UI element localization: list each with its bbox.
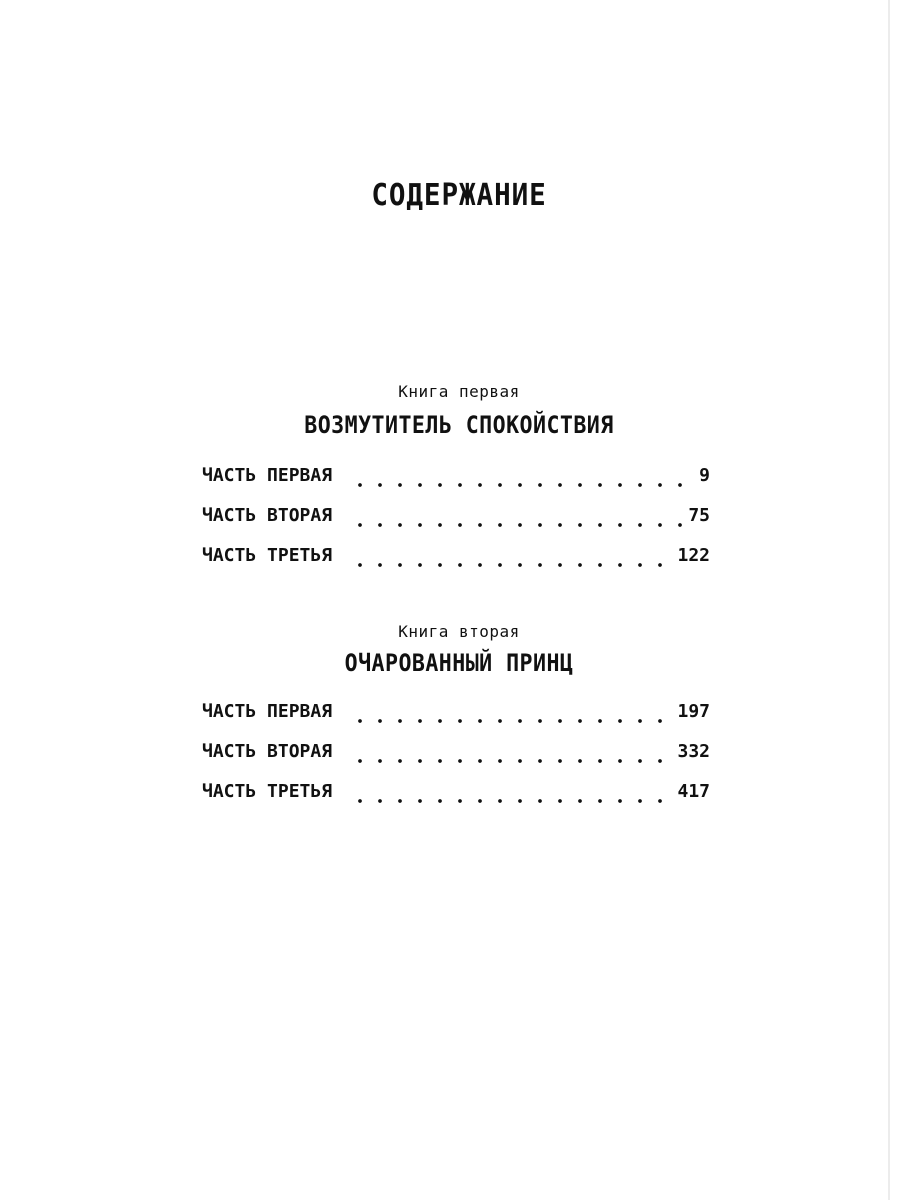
book-1-label: Книга первая — [398, 382, 520, 401]
toc-entry-page: 417 — [677, 781, 710, 802]
toc-entry-label: ЧАСТЬ ВТОРАЯ — [202, 505, 333, 526]
dot-leader — [350, 483, 695, 487]
toc-entry-page: 122 — [677, 545, 710, 566]
toc-entry-label: ЧАСТЬ ПЕРВАЯ — [202, 465, 333, 486]
toc-entry-page: 332 — [677, 741, 710, 762]
toc-entry-label: ЧАСТЬ ТРЕТЬЯ — [202, 545, 333, 566]
toc-entry-page: 9 — [699, 465, 710, 486]
toc-entry-page: 75 — [688, 505, 710, 526]
book-2-title: ОЧАРОВАННЫЙ ПРИНЦ — [344, 649, 574, 677]
toc-entry[interactable] — [202, 701, 710, 729]
toc-entry[interactable] — [202, 465, 710, 493]
dot-leader — [350, 799, 673, 803]
toc-entry-page: 197 — [677, 701, 710, 722]
dot-leader — [350, 523, 684, 527]
book-2-label: Книга вторая — [398, 622, 520, 641]
toc-entry[interactable] — [202, 505, 710, 533]
toc-entry[interactable] — [202, 741, 710, 769]
book-1-title: ВОЗМУТИТЕЛЬ СПОКОЙСТВИЯ — [304, 411, 614, 439]
dot-leader — [350, 563, 673, 567]
page-title: СОДЕРЖАНИЕ — [371, 178, 547, 213]
toc-entry-label: ЧАСТЬ ВТОРАЯ — [202, 741, 333, 762]
toc-entry-label: ЧАСТЬ ПЕРВАЯ — [202, 701, 333, 722]
dot-leader — [350, 719, 673, 723]
toc-entry[interactable] — [202, 545, 710, 573]
toc-entry-label: ЧАСТЬ ТРЕТЬЯ — [202, 781, 333, 802]
dot-leader — [350, 759, 673, 763]
page-edge — [888, 0, 890, 1200]
toc-entry[interactable] — [202, 781, 710, 809]
